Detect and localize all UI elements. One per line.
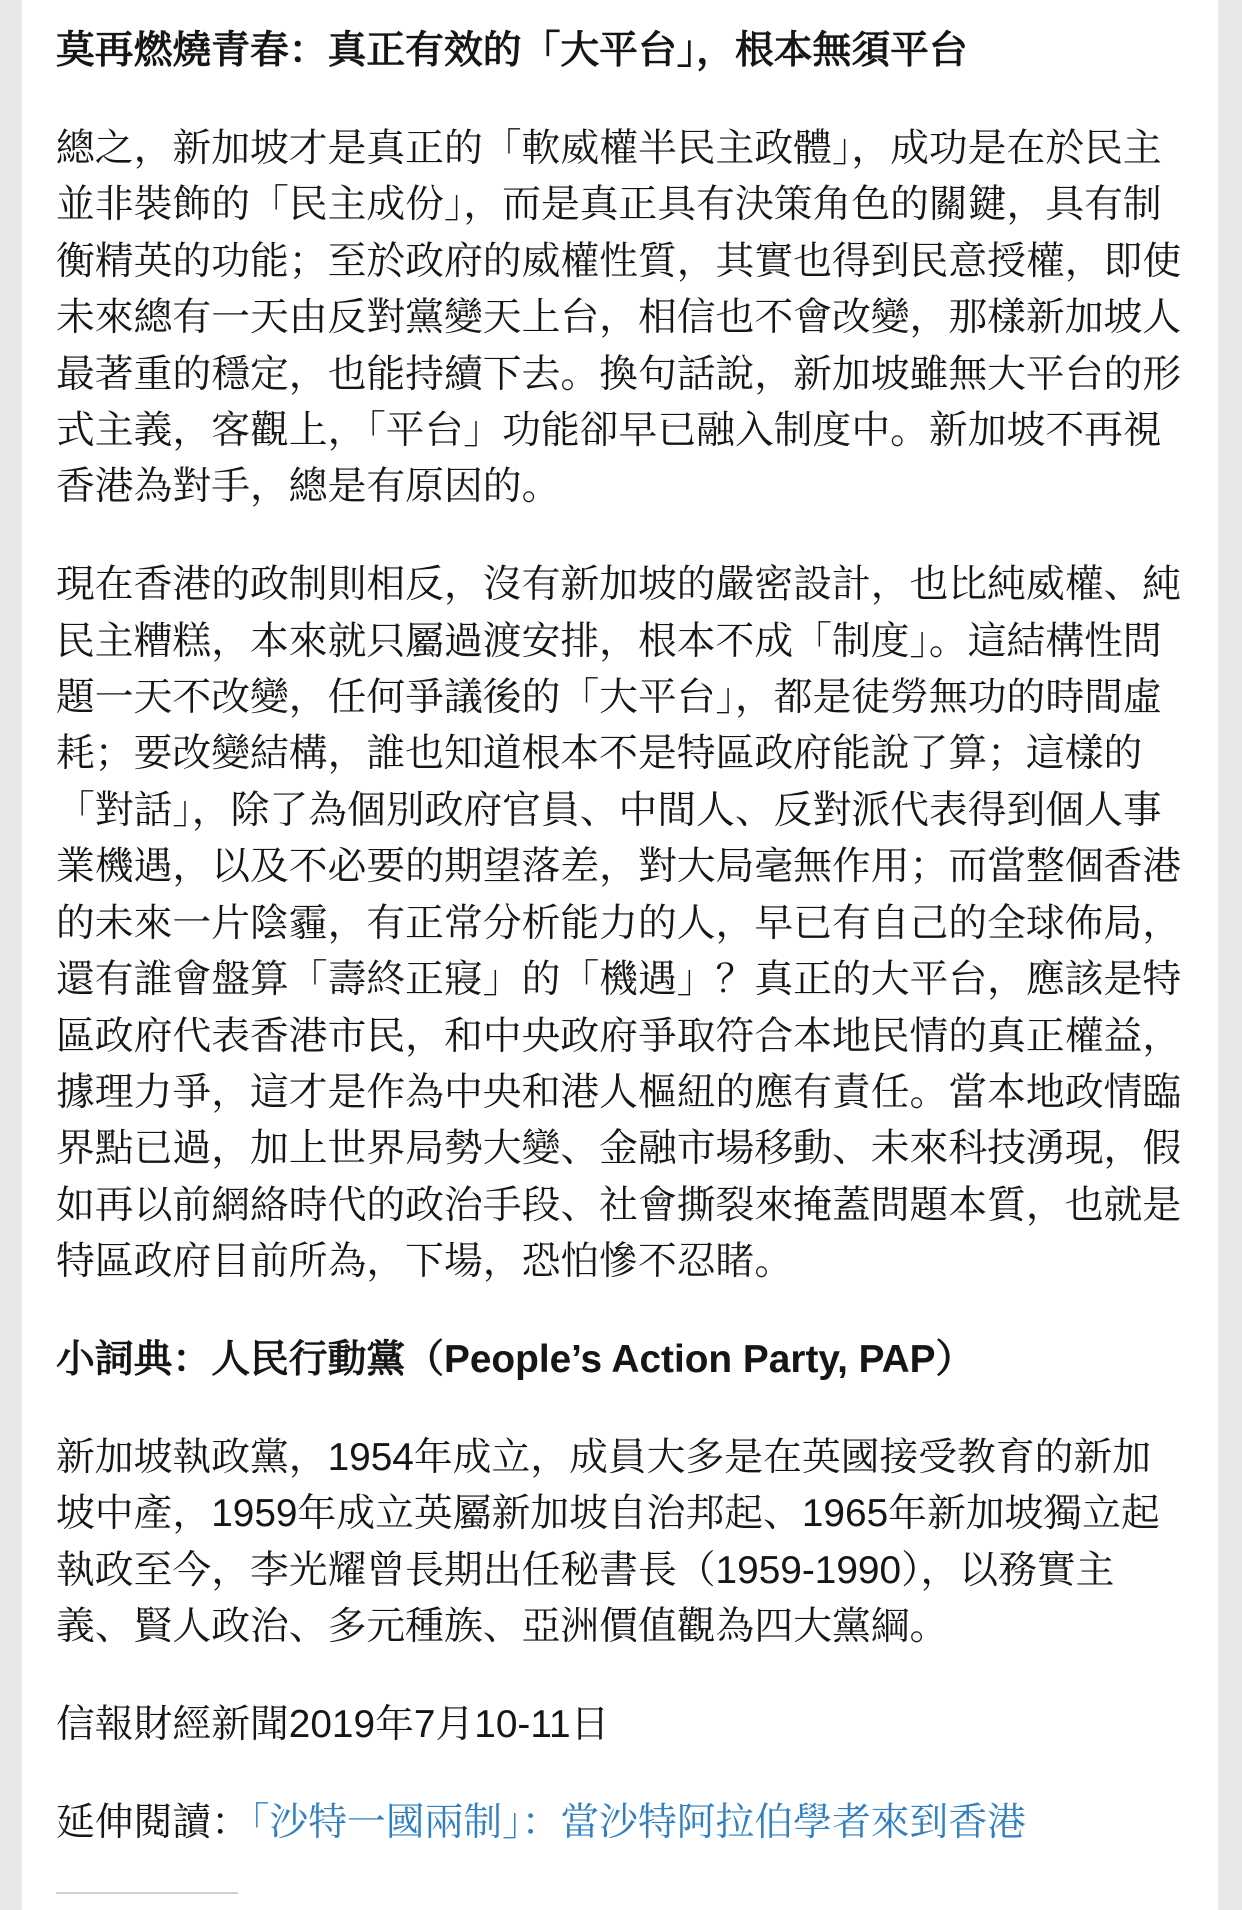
left-margin (0, 0, 22, 1910)
further-reading-label: 延伸閱讀： (56, 1800, 250, 1844)
article-body (56, 23, 1184, 1893)
source-credit: 信報財經新聞2019年7月10-11日 (56, 1703, 610, 1747)
article-paragraph: 現在香港的政制則相反，沒有新加坡的嚴密設計，也比純威權、純民主糟糕，本來就只屬過渡安排，根本不成「制度」。這結構性問題一天不改變，任何爭議後的「大平台」，都是徒勞無功的時間虛耗；要改變結構，誰也知道根本不是特區政府能說了算；這樣的「對話」，除了為個別政府官員、中間人、反對派代表得到個人事業機遇，以及不必要的期望落差，對大局毫無作用；而當整個香港的未來一片陰霾，有正常分析能力的人，早已有自己的全球佈局，還有誰會盤算「壽終正寢」的「機遇」？真正的大平台，應該是特區政府代表香港市民，和中央政府爭取符合本地民情的真正權益，據理力爭，這才是作為中央和港人樞紐的應有責任。當本地政情臨界點已過，加上世界局勢大變、金融市場移動、未來科技湧現，假如再以前網絡時代的政治手段、社會撕裂來掩蓋問題本質，也就是特區政府目前所為，下場，恐怕慘不忍睹。 (56, 563, 1182, 1284)
further-reading-link[interactable]: 「沙特一國兩制」：當沙特阿拉伯學者來到香港 (250, 1800, 1026, 1844)
right-margin (1218, 0, 1242, 1910)
glossary-heading: 小詞典：人民行動黨（People’s Action Party, PAP） (56, 1338, 975, 1382)
further-reading (56, 1795, 1184, 1851)
section-divider (56, 1892, 238, 1894)
article-paragraph: 總之，新加坡才是真正的「軟威權半民主政體」，成功是在於民主並非裝飾的「民主成份」，而是真正具有決策角色的關鍵，具有制衡精英的功能；至於政府的威權性質，其實也得到民意授權，即使未來總有一天由反對黨變天上台，相信也不會改變，那樣新加坡人最著重的穩定，也能持續下去。換句話說，新加坡雖無大平台的形式主義，客觀上，「平台」功能卻早已融入制度中。新加坡不再視香港為對手，總是有原因的。 (56, 126, 1182, 509)
section-heading: 莫再燃燒青春：真正有效的「大平台」，根本無須平台 (56, 29, 968, 72)
glossary-body: 新加坡執政黨，1954年成立，成員大多是在英國接受教育的新加坡中產，1959年成立英屬新加坡自治邦起、1965年新加坡獨立起執政至今，李光耀曾長期出任秘書長（1959-1990），以務實主義、賢人政治、多元種族、亞洲價值觀為四大黨綱。 (56, 1435, 1160, 1649)
